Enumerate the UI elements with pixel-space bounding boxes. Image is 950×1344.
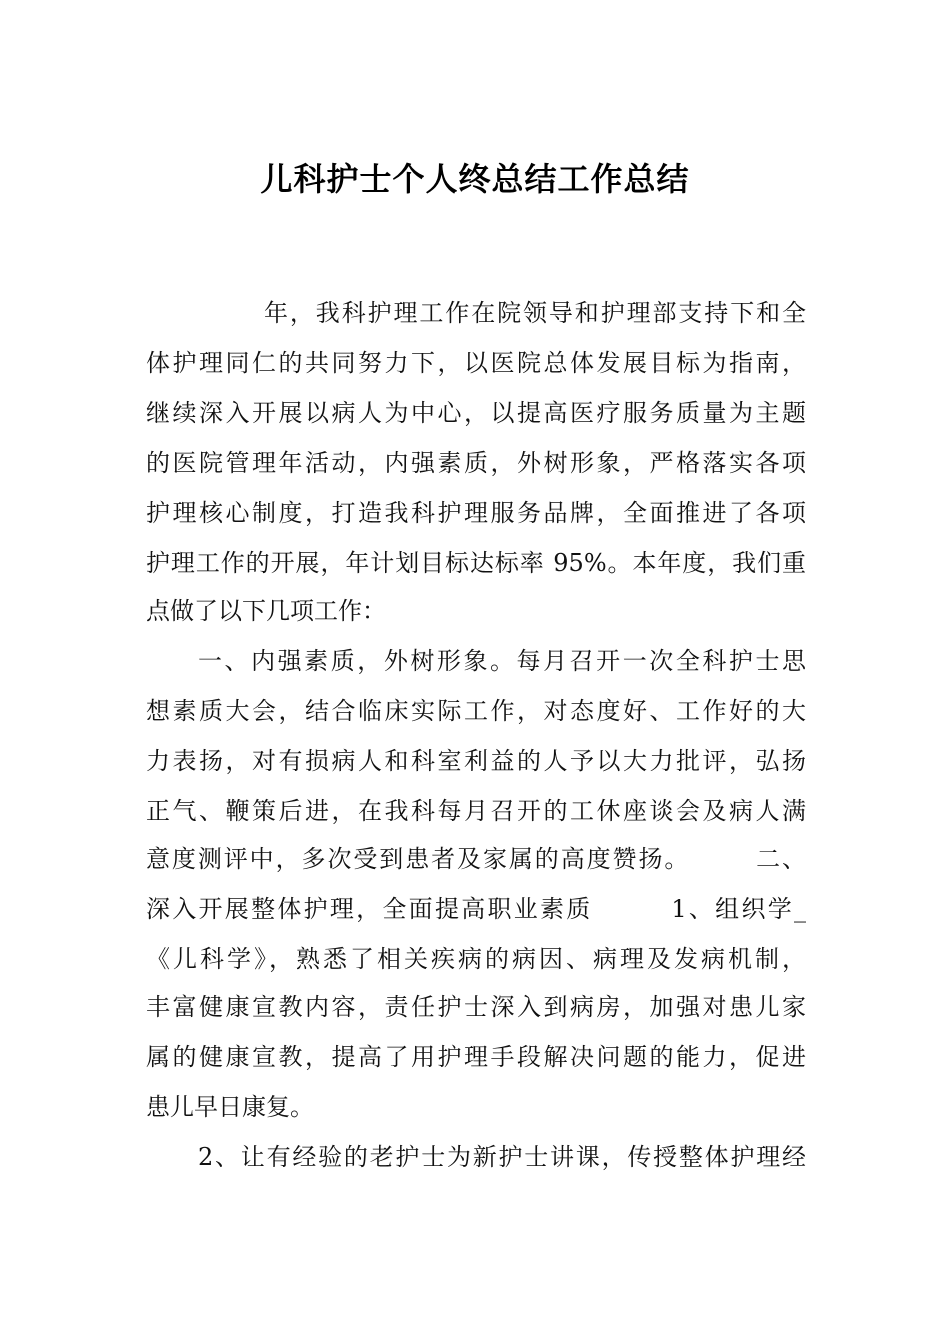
- paragraph-line: 体护理同仁的共同努力下，以医院总体发展目标为指南，: [146, 349, 806, 377]
- paragraph-line: 正气、鞭策后进，在我科每月召开的工休座谈会及病人满: [146, 797, 806, 825]
- paragraph-line: 继续深入开展以病人为中心，以提高医疗服务质量为主题: [146, 399, 806, 427]
- paragraph-line: 丰富健康宣教内容，责任护士深入到病房，加强对患儿家: [146, 993, 806, 1021]
- document-title: 儿科护士个人终总结工作总结: [260, 160, 690, 198]
- paragraph-line: 《儿科学》，熟悉了相关疾病的病因、病理及发病机制，: [146, 945, 806, 973]
- paragraph-line: 2、让有经验的老护士为新护士讲课，传授整体护理经: [198, 1143, 806, 1171]
- paragraph-line: 深入开展整体护理，全面提高职业素质 1、组织学_: [146, 895, 806, 923]
- paragraph-line: 意度测评中，多次受到患者及家属的高度赞扬。 二、: [146, 845, 806, 873]
- paragraph-line: 一、内强素质，外树形象。每月召开一次全科护士思: [198, 647, 806, 675]
- paragraph-line: 点做了以下几项工作：: [146, 597, 386, 625]
- paragraph-line: 年，我科护理工作在院领导和护理部支持下和全: [264, 299, 806, 327]
- paragraph-line: 护理核心制度，打造我科护理服务品牌，全面推进了各项: [146, 499, 806, 527]
- paragraph-line: 的医院管理年活动，内强素质，外树形象，严格落实各项: [146, 449, 806, 477]
- paragraph-line: 患儿早日康复。: [146, 1093, 314, 1121]
- paragraph-line: 力表扬，对有损病人和科室利益的人予以大力批评，弘扬: [146, 747, 806, 775]
- paragraph-line: 护理工作的开展，年计划目标达标率 95%。本年度，我们重: [146, 549, 806, 577]
- paragraph-line: 属的健康宣教，提高了用护理手段解决问题的能力，促进: [146, 1043, 806, 1071]
- paragraph-line: 想素质大会，结合临床实际工作，对态度好、工作好的大: [146, 697, 806, 725]
